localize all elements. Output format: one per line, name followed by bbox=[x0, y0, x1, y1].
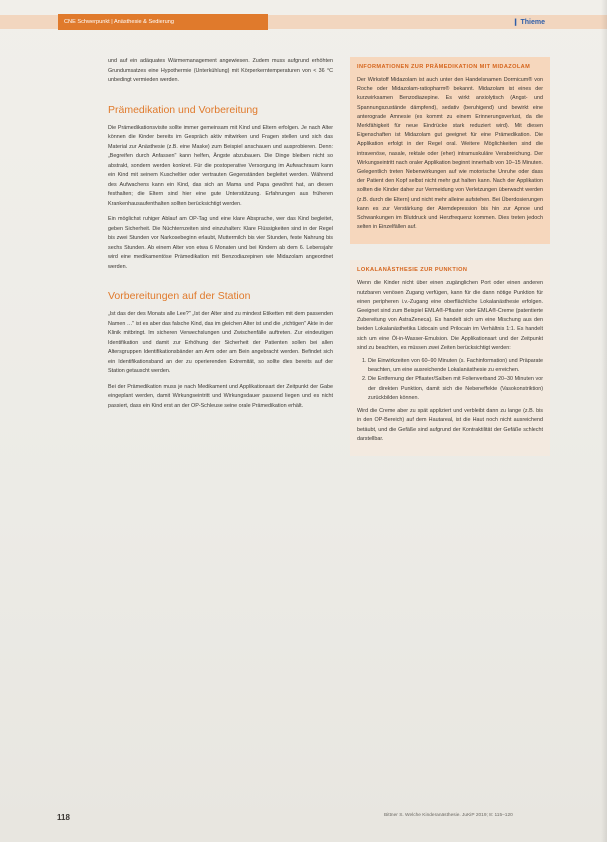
section-heading-ward-preparation: Vorbereitungen auf der Station bbox=[108, 290, 251, 302]
brand-name: Thieme bbox=[520, 19, 545, 26]
thieme-logo-icon: ❙ bbox=[512, 19, 519, 26]
page-number: 118 bbox=[57, 813, 70, 822]
paragraph: „Ist das der des Monats alle Lee?" „Ist der Alter sind zu mindest Etiketten mit dem passenden Namen …" ist es aber das falsche Kind, das im gleichen Alter ist und die „richtigen" Akte in der Klinik mitbringt. Im sicheren Verwechslungen und Zwischenfälle auftreten. Zur eindeutigen Identifikation und damit zur Erhöhung der Sicherheit der Patienten sollen bei allen Altersgruppen Identifikationsbänder am Arm oder am Bein angebracht werden. Befindet sich ein Identifikationsband an der zu operierenden Extremität, so sollte dies bereits auf der Station getauscht werden. bbox=[108, 311, 333, 374]
paragraph: Bei der Prämedikation muss je nach Medikament und Applikationsart der Zeitpunkt der Gabe eingeplant werden, damit Wirkungseintritt und Wirkungsdauer passend liegen und es nicht passiert, dass ein Kind erst an der OP-Schleuse seine orale Prämedikation erhält. bbox=[108, 383, 333, 409]
list-item: 1. Die Einwirkzeiten von 60–90 Minuten (s. Fachinformation) und Präparate beachten, um eine ausreichende Lokalanästhesie zu erreichen. bbox=[368, 357, 543, 375]
section-heading-premedication: Prämedikation und Vorbereitung bbox=[108, 103, 259, 116]
box-paragraph: Der Wirkstoff Midazolam ist auch unter den Handelsnamen Dormicum® von Roche oder Midazolam-ratiopharm® bekannt. Midazolam ist eines der kurzwirksamen Benzodiazepine. Es wirkt anxiolytisch (Angst- und Spannungszustände dämpfend), sedativ (beruhigend) und bewirkt eine anterograde Amnesie (es kommt zu einem Erinnerungsverlust, da die Merkfähigkeit für neue Eindrücke stark reduziert wird). Mit diesen Eigenschaften ist Midazolam gut geeignet für eine Prämedikation. Die Applikation erfolgt in der Regel oral. Weitere Möglichkeiten sind die intravenöse, nasale, rektale oder (eher) intramuskuläre Verabreichung. Der Wirkungseintritt nach oraler Applikation beginnt innerhalb von 10–15 Minuten. Gelegentlich treten Nebenwirkungen auf wie motorische Unruhe oder dass der Patient den Kopf selbst nicht mehr gut halten kann. Nach der Applikation sollten die Kinder daher zur Vermeidung von Verletzungen überwacht werden (z.B. durch die Eltern) und nicht mehr alleine aufstehen. Bei Überdosierungen kann es zur Verstärkung der Atemdepression bis hin zur Apnoe und Schwankungen im Blutdruck und Herzfrequenz kommen. Dies treten jedoch selten in Einzelfällen auf. bbox=[357, 77, 543, 231]
paragraph: Ein möglichst ruhiger Ablauf am OP-Tag und eine klare Absprache, wer das Kind begleitet, geben Sicherheit. Die Nüchternzeiten sind einzuhalten: Klare Flüssigkeiten sind in der Regel bis zwei Stunden vor Narkosebeginn erlaubt, Muttermilch bis vier Stunden, feste Nahrung bis sechs Stunden. Ab einem Alter von etwa 6 Monaten und bei Kindern ab dem 6. Lebensjahr wird eine medikamentöse Prämedikation mit Benzodiazepinen wie Midazolam angeordnet werden. bbox=[108, 216, 333, 270]
box-paragraph: Wenn die Kinder nicht über einen zugänglichen Port oder einen anderen nutzbaren venösen Zugang verfügen, kann für die dann nötige Punktion für einen peripheren i.v.-Zugang eine oberflächliche Lokalanästhesie erfolgen. Geeignet sind zum Beispiel EMLA®-Pflaster oder EMLA®-Creme (patentierte Zubereitung von AstraZeneca). Es handelt sich um eine Mischung aus den beiden Lokalanästhetika Lidocain und Prilocain im Verhältnis 1:1. Es handelt sich um eine Öl-in-Wasser-Emulsion. Die Applikationsart und der Zeitpunkt sind zu beachten, es müssen zwei Zeiten berücksichtigt werden: bbox=[357, 280, 543, 351]
info-box-local-anesthesia bbox=[350, 260, 550, 455]
box-heading: LOKALANÄSTHESIE ZUR PUNKTION bbox=[357, 267, 468, 274]
intro-paragraph: und auf ein adäquates Wärmemanagement angewiesen. Zudem muss aufgrund erhöhten Grundumsatzes eine Hypothermie (Unterkühlung) mit Körperkerntemperaturen von < 36 °C unbedingt vermieden werden. bbox=[108, 58, 333, 83]
right-column bbox=[350, 57, 550, 777]
citation: Bittner S. Welche Kinderanästhesie. JuKiP 2019; 8: 115–120 bbox=[384, 813, 513, 818]
section-tab: CNE Schwerpunkt | Anästhesie & Sedierung bbox=[58, 14, 268, 30]
box-heading: INFORMATIONEN ZUR PRÄMEDIKATION MIT MIDAZOLAM bbox=[357, 64, 531, 70]
box-paragraph: Wird die Creme aber zu spät appliziert und verbleibt dann zu lange (z.B. bis in den OP-Bereich) auf dem Hautareal, ist die Haut noch nicht ausreichend betäubt, und die Gefäße sind aufgrund der Kontraktilität der Gefäße schlecht darstellbar. bbox=[357, 408, 543, 442]
edge-shadow bbox=[601, 0, 607, 842]
list-item: 2. Die Entfernung der Pflaster/Salben mit Folienverband 20–30 Minuten vor der direkten Punktion, damit sich die Nebeneffekte (Vasokonstriktion) zurückbilden können. bbox=[368, 375, 543, 403]
paragraph: Die Prämedikationsvisite sollte immer gemeinsam mit Kind und Eltern erfolgen. Je nach Alter können die Kinder bereits im Gespräch aktiv mitwirken und Fragen stellen und sich das Material zur Anästhesie (z.B. eine Maske) zum Beispiel anschauen und ausprobieren. Denn: „Begreifen durch Anfassen" kann helfen, Ängste abzubauen. Die Dinge bleiben nicht so abstrakt, sondern werden konkret. Für die postoperative Versorgung im Aufwachraum kann ein Kind mit seinem Kuscheltier oder vertrauten Gegenständen begleitet werden. Während des Aufwachens kann ein Kind, das sich an Mama und Papa gewöhnt hat, an diesen festhalten; die Eltern sind hier eine gute Unterstützung. Erfahrungen aus früheren Krankenhausaufenthalten sollten berücksichtigt werden. bbox=[108, 124, 333, 207]
left-column bbox=[108, 57, 333, 777]
steps-list bbox=[357, 357, 543, 403]
brand-logo bbox=[513, 18, 545, 26]
info-box-midazolam bbox=[350, 57, 550, 244]
